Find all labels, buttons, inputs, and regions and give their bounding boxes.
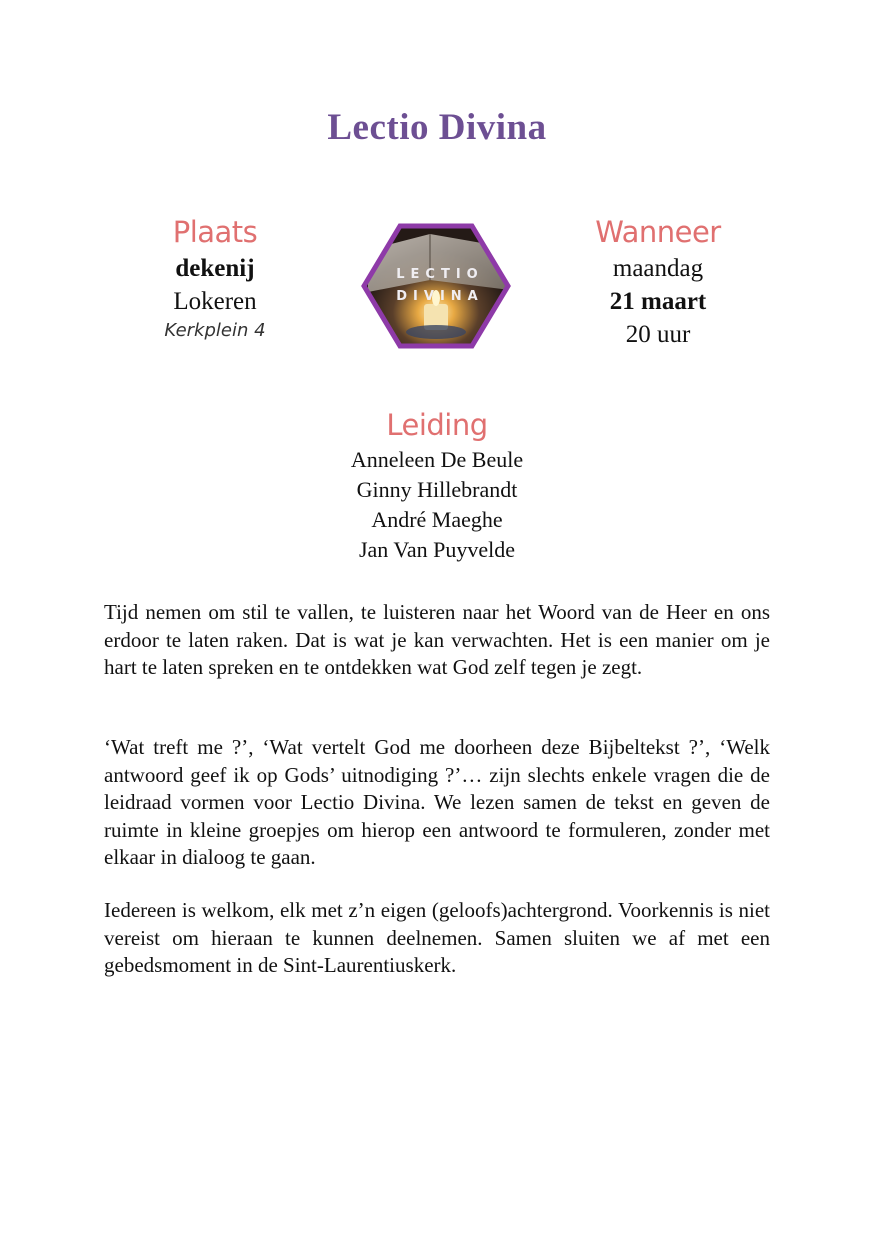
leader-name: André Maeghe: [371, 507, 503, 532]
event-day: maandag: [612, 255, 704, 282]
logo-text-line2: DIVINA: [396, 289, 484, 304]
leaders-heading: Leiding: [386, 408, 488, 442]
event-date: 21 maart: [609, 288, 707, 315]
intro-paragraph: Tijd nemen om stil te vallen, te luisteren naar het Woord van de Heer en ons erdoor te laten raken. Dat is wat je kan verwachten. Het is een manier om je hart te laten spreken en te ontdekken wat God zelf tegen je zegt.: [104, 600, 770, 679]
location-address: Kerkplein 4: [164, 320, 266, 341]
event-time: 20 uur: [625, 321, 691, 348]
location-heading: Plaats: [172, 215, 258, 249]
time-section: [543, 212, 773, 351]
lectio-divina-logo: [360, 220, 512, 352]
location-city: Lokeren: [173, 288, 257, 315]
leaders-section: [0, 405, 874, 565]
leader-name: Ginny Hillebrandt: [356, 477, 518, 502]
time-heading: Wanneer: [595, 215, 721, 249]
welcome-paragraph: Iedereen is welkom, elk met z’n eigen (geloofs)achtergrond. Voorkennis is niet vereist om hieraan te kunnen deelnemen. Samen sluiten we af met een gebedsmoment in de Sint-Laurentiuskerk.: [104, 898, 770, 977]
location-section: [100, 212, 330, 344]
leader-name: Jan Van Puyvelde: [358, 537, 516, 562]
questions-paragraph: ‘Wat treft me ?’, ‘Wat vertelt God me doorheen deze Bijbeltekst ?’, ‘Welk antwoord geef ik op Gods’ uitnodiging ?’… zijn slechts enkele vragen die de leidraad vormen voor Lectio Divina. We lezen samen de tekst en geven de ruimte in kleine groepjes om hierop een antwoord te formuleren, zonder met elkaar in dialoog te gaan.: [104, 735, 770, 869]
leader-name: Anneleen De Beule: [350, 447, 524, 472]
page-title: Lectio Divina: [327, 107, 547, 148]
logo-text-line1: LECTIO: [396, 267, 484, 282]
location-name: dekenij: [175, 255, 255, 282]
